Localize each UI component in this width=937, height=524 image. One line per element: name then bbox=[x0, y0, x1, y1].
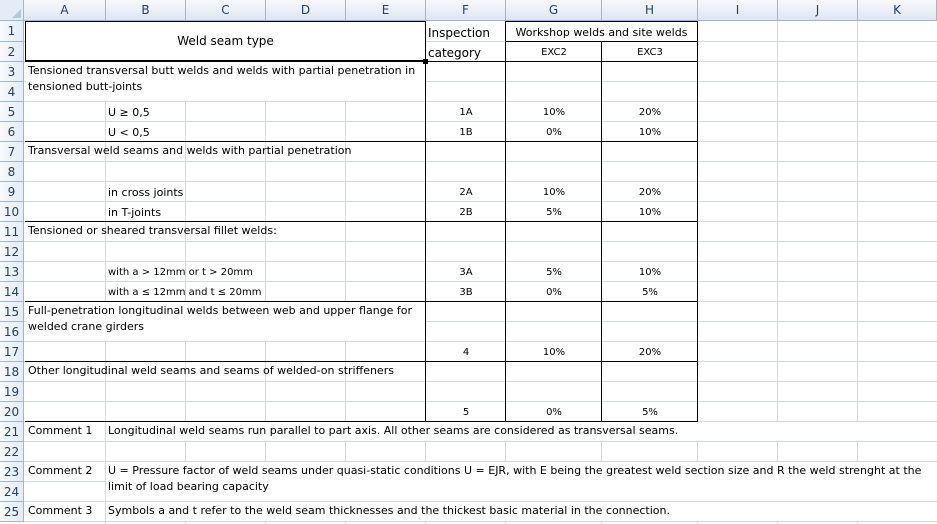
row-header-8[interactable]: 8 bbox=[0, 162, 24, 182]
exc3-cell[interactable]: 20% bbox=[638, 347, 662, 358]
comment-1-label[interactable]: Comment 1 bbox=[28, 424, 93, 437]
column-header-h[interactable]: H bbox=[602, 0, 698, 21]
exc3-cell[interactable]: 20% bbox=[638, 187, 662, 198]
condition-cell[interactable]: with a ≤ 12mm and t ≤ 20mm bbox=[108, 287, 262, 298]
table-border bbox=[505, 21, 698, 22]
exc2-cell[interactable]: 10% bbox=[542, 347, 566, 358]
exc2-cell[interactable]: 0% bbox=[546, 407, 562, 418]
condition-cell[interactable]: U ≥ 0,5 bbox=[108, 106, 150, 119]
exc3-header[interactable]: EXC3 bbox=[637, 47, 663, 58]
group-5-label[interactable]: Other longitudinal weld seams and seams of welded-on striffeners bbox=[28, 364, 394, 377]
workshop-site-header[interactable]: Workshop welds and site welds bbox=[515, 26, 688, 39]
category-cell[interactable]: 5 bbox=[462, 407, 470, 418]
select-all-button[interactable] bbox=[0, 0, 24, 21]
gridline bbox=[0, 201, 937, 202]
gridline bbox=[0, 101, 937, 102]
row-header-11[interactable]: 11 bbox=[0, 222, 24, 242]
fill-handle[interactable] bbox=[423, 59, 428, 64]
exc2-cell[interactable]: 10% bbox=[542, 187, 566, 198]
exc3-cell[interactable]: 10% bbox=[638, 207, 662, 218]
row-header-1[interactable]: 1 bbox=[0, 21, 24, 42]
category-cell[interactable]: 1B bbox=[459, 127, 473, 138]
exc3-cell[interactable]: 10% bbox=[638, 127, 662, 138]
gridline bbox=[0, 441, 937, 442]
exc2-cell[interactable]: 0% bbox=[546, 127, 562, 138]
category-cell[interactable]: 3A bbox=[459, 267, 473, 278]
exc3-cell[interactable]: 5% bbox=[642, 287, 658, 298]
row-header-5[interactable]: 5 bbox=[0, 102, 24, 122]
gridline bbox=[0, 281, 937, 282]
exc3-cell[interactable]: 5% bbox=[642, 407, 658, 418]
gridline bbox=[0, 241, 937, 242]
table-border bbox=[25, 301, 698, 302]
row-header-12[interactable]: 12 bbox=[0, 242, 24, 262]
category-cell[interactable]: 4 bbox=[462, 347, 470, 358]
comment-3-text[interactable]: Symbols a and t refer to the weld seam thicknesses and the thickest basic material in the connection. bbox=[108, 504, 670, 517]
row-header-15[interactable]: 15 bbox=[0, 302, 24, 322]
weld-seam-type-header[interactable]: Weld seam type bbox=[177, 34, 274, 48]
gridline bbox=[777, 0, 778, 524]
column-header-g[interactable]: G bbox=[506, 0, 602, 21]
column-header-i[interactable]: I bbox=[698, 0, 778, 21]
category-cell[interactable]: 2B bbox=[459, 207, 473, 218]
column-header-a[interactable]: A bbox=[24, 0, 106, 21]
gridline bbox=[0, 341, 937, 342]
category-cell[interactable]: 3B bbox=[459, 287, 473, 298]
exc2-cell[interactable]: 5% bbox=[546, 267, 562, 278]
row-header-17[interactable]: 17 bbox=[0, 342, 24, 362]
gridline bbox=[0, 121, 937, 122]
row-header-25[interactable]: 25 bbox=[0, 502, 24, 522]
row-header-9[interactable]: 9 bbox=[0, 182, 24, 202]
comment-2-label[interactable]: Comment 2 bbox=[28, 464, 93, 477]
row-header-23[interactable]: 23 bbox=[0, 462, 24, 482]
column-header-e[interactable]: E bbox=[346, 0, 426, 21]
row-header-4[interactable]: 4 bbox=[0, 82, 24, 102]
table-border bbox=[25, 421, 698, 422]
exc2-cell[interactable]: 10% bbox=[542, 107, 566, 118]
gridline bbox=[0, 521, 937, 522]
gridline bbox=[0, 381, 937, 382]
comment-2-text[interactable]: U = Pressure factor of weld seams under quasi-static conditions U = EJR, with E being the greatest weld section size and R the weld strenght at the limit of load bearing capacity bbox=[108, 464, 922, 493]
comment-3-label[interactable]: Comment 3 bbox=[28, 504, 93, 517]
category-header[interactable]: category bbox=[428, 46, 482, 60]
group-4-label[interactable]: Full-penetration longitudinal welds between web and upper flange for welded crane girders bbox=[28, 304, 413, 333]
condition-cell[interactable]: in T-joints bbox=[108, 206, 162, 219]
row-header-24[interactable]: 24 bbox=[0, 482, 24, 502]
table-border bbox=[425, 61, 698, 62]
table-border bbox=[25, 60, 426, 62]
column-header-j[interactable]: J bbox=[778, 0, 858, 21]
row-header-20[interactable]: 20 bbox=[0, 402, 24, 422]
condition-cell[interactable]: with a > 12mm or t > 20mm bbox=[108, 267, 253, 278]
row-header-18[interactable]: 18 bbox=[0, 362, 24, 382]
gridline bbox=[857, 0, 858, 524]
group-2-label[interactable]: Transversal weld seams and welds with partial penetration bbox=[28, 144, 352, 157]
exc3-cell[interactable]: 20% bbox=[638, 107, 662, 118]
table-border bbox=[25, 361, 698, 362]
exc3-cell[interactable]: 10% bbox=[638, 267, 662, 278]
table-border bbox=[25, 21, 426, 22]
category-cell[interactable]: 2A bbox=[459, 187, 473, 198]
condition-cell[interactable]: in cross joints bbox=[108, 186, 184, 199]
column-header-b[interactable]: B bbox=[106, 0, 186, 21]
column-header-d[interactable]: D bbox=[266, 0, 346, 21]
exc2-cell[interactable]: 5% bbox=[546, 207, 562, 218]
table-border bbox=[25, 21, 26, 61]
table-border bbox=[25, 221, 698, 222]
column-header-f[interactable]: F bbox=[426, 0, 506, 21]
inspection-header[interactable]: Inspection bbox=[428, 26, 490, 40]
comment-1-text[interactable]: Longitudinal weld seams run parallel to part axis. All other seams are considered as transversal seams. bbox=[108, 424, 679, 437]
row-header-3[interactable]: 3 bbox=[0, 62, 24, 82]
table-border bbox=[601, 41, 602, 422]
row-header-10[interactable]: 10 bbox=[0, 202, 24, 222]
row-header-14[interactable]: 14 bbox=[0, 282, 24, 302]
column-header-c[interactable]: C bbox=[186, 0, 266, 21]
row-header-7[interactable]: 7 bbox=[0, 142, 24, 162]
condition-cell[interactable]: U < 0,5 bbox=[108, 126, 150, 139]
gridline bbox=[0, 401, 937, 402]
gridline bbox=[0, 161, 937, 162]
group-1-label[interactable]: Tensioned transversal butt welds and welds with partial penetration in tensioned butt-joints bbox=[28, 64, 416, 93]
exc2-cell[interactable]: 0% bbox=[546, 287, 562, 298]
column-header-k[interactable]: K bbox=[858, 0, 937, 21]
group-3-label[interactable]: Tensioned or sheared transversal fillet welds: bbox=[28, 224, 277, 237]
exc2-header[interactable]: EXC2 bbox=[541, 47, 567, 58]
row-header-21[interactable]: 21 bbox=[0, 422, 24, 442]
row-header-22[interactable]: 22 bbox=[0, 442, 24, 462]
row-header-13[interactable]: 13 bbox=[0, 262, 24, 282]
category-cell[interactable]: 1A bbox=[459, 107, 473, 118]
row-header-2[interactable]: 2 bbox=[0, 42, 24, 62]
table-border bbox=[25, 141, 698, 142]
gridline bbox=[0, 181, 937, 182]
row-header-6[interactable]: 6 bbox=[0, 122, 24, 142]
gridline bbox=[0, 261, 937, 262]
row-header-16[interactable]: 16 bbox=[0, 322, 24, 342]
row-header-19[interactable]: 19 bbox=[0, 382, 24, 402]
table-border bbox=[505, 41, 698, 42]
